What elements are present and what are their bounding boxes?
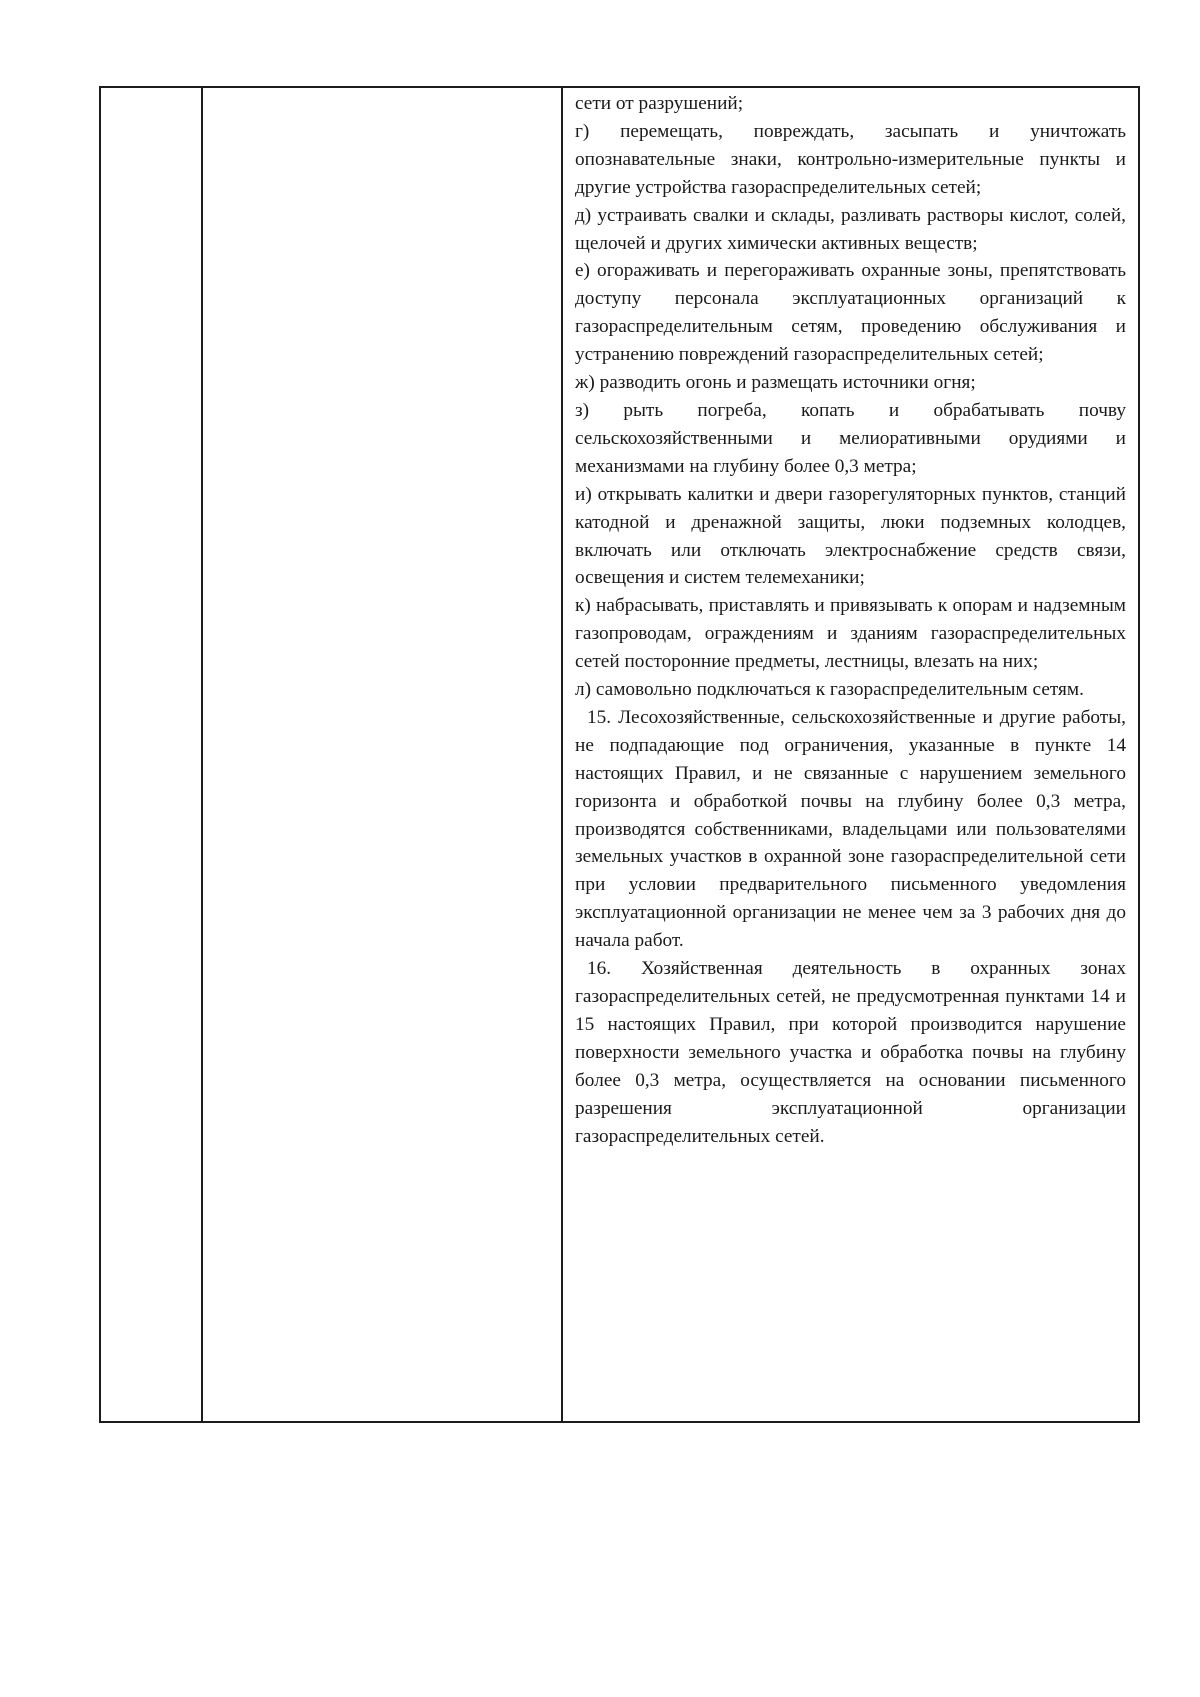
paragraph: сети от разрушений; <box>575 93 744 114</box>
paragraph: 16. Хозяйственная деятельность в охранных зонах газораспределительных сетей, не предусмотренная пунктами 14 и 15 настоящих Правил, при которой производится нарушение поверхности земельного участка и обработка почвы на глубину более 0,3 метра, осуществляется на основании письменного разрешения эксплуатационной организации газораспределительных сетей. <box>575 958 1126 1147</box>
paragraph: к) набрасывать, приставлять и привязывать к опорам и надземным газопроводам, ограждениям и зданиям газораспределительных сетей посторонние предметы, лестницы, влезать на них; <box>575 595 1126 673</box>
table-cell-number <box>100 87 202 1422</box>
paragraph: 15. Лесохозяйственные, сельскохозяйственные и другие работы, не подпадающие под ограничения, указанные в пункте 14 настоящих Правил, и не связанные с нарушением земельного горизонта и обработкой почвы на глубину более 0,3 метра, производятся собственниками, владельцами или пользователями земельных участков в охранной зоне газораспределительной сети при условии предварительного письменного уведомления эксплуатационной организации не менее чем за 3 рабочих дня до начала работ. <box>575 706 1126 952</box>
paragraph: г) перемещать, повреждать, засыпать и уничтожать опознавательные знаки, контрольно-измерительные пункты и другие устройства газораспределительных сетей; <box>575 120 1126 198</box>
paragraph: ж) разводить огонь и размещать источники огня; <box>575 372 976 394</box>
paragraph: з) рыть погреба, копать и обрабатывать почву сельскохозяйственными и мелиоративными орудиями и механизмами на глубину более 0,3 метра; <box>575 399 1126 477</box>
document-table <box>99 86 1140 1423</box>
cell-text <box>563 88 1138 1158</box>
table-cell-name <box>202 87 562 1422</box>
paragraph: д) устраивать свалки и склады, разливать растворы кислот, солей, щелочей и других химически активных веществ; <box>575 204 1126 254</box>
paragraph: л) самовольно подключаться к газораспределительным сетям. <box>575 679 1084 701</box>
table-cell-content <box>562 87 1139 1422</box>
paragraph: е) огораживать и перегораживать охранные зоны, препятствовать доступу персонала эксплуатационных организаций к газораспределительным сетям, проведению обслуживания и устранению повреждений газораспределительных сетей; <box>575 260 1126 366</box>
paragraph: и) открывать калитки и двери газорегуляторных пунктов, станций катодной и дренажной защиты, люки подземных колодцев, включать или отключать электроснабжение средств связи, освещения и систем телемеханики; <box>575 483 1126 589</box>
table-row <box>100 87 1139 1422</box>
